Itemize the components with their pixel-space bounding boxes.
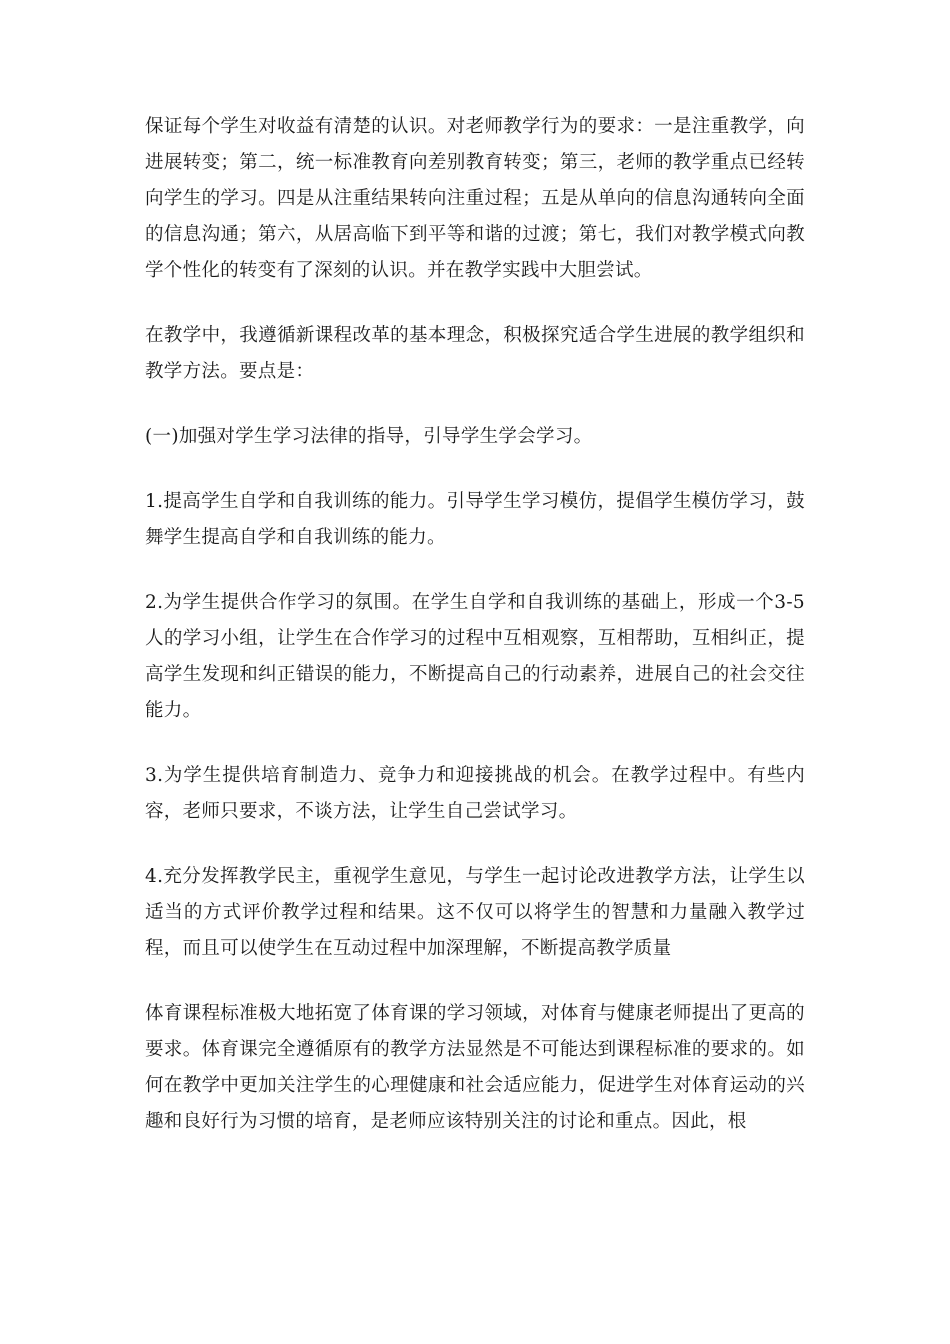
paragraph-teaching-principles: 在教学中，我遵循新课程改革的基本理念，积极探究适合学生进展的教学组织和教学方法。要点是： — [145, 325, 805, 382]
section-heading-study-guidance: (一)加强对学生学习法律的指导，引导学生学会学习。 — [145, 426, 593, 447]
list-item-4: 4.充分发挥教学民主，重视学生意见，与学生一起讨论改进教学方法，让学生以适当的方式评价教学过程和结果。这不仅可以将学生的智慧和力量融入教学过程，而且可以使学生在互动过程中加深理解，不断提高教学质量 — [145, 866, 805, 959]
list-item-1: 1.提高学生自学和自我训练的能力。引导学生学习模仿，提倡学生模仿学习，鼓舞学生提高自学和自我训练的能力。 — [145, 491, 805, 548]
document-body — [145, 109, 805, 1169]
list-item-2: 2.为学生提供合作学习的氛围。在学生自学和自我训练的基础上，形成一个3-5人的学习小组，让学生在合作学习的过程中互相观察，互相帮助，互相纠正，提高学生发现和纠正错误的能力，不断提高自己的行动素养，进展自己的社会交往能力。 — [145, 592, 805, 721]
list-item-3: 3.为学生提供培育制造力、竞争力和迎接挑战的机会。在教学过程中。有些内容，老师只要求，不谈方法，让学生自己尝试学习。 — [145, 765, 805, 822]
paragraph-curriculum-standards: 体育课程标准极大地拓宽了体育课的学习领域，对体育与健康老师提出了更高的要求。体育课完全遵循原有的教学方法显然是不可能达到课程标准的要求的。如何在教学中更加关注学生的心理健康和社会适应能力，促进学生对体育运动的兴趣和良好行为习惯的培育，是老师应该特别关注的讨论和重点。因此，根 — [145, 1003, 805, 1132]
paragraph-teacher-requirements: 保证每个学生对收益有清楚的认识。对老师教学行为的要求：一是注重教学，向进展转变；第二，统一标准教育向差别教育转变；第三，老师的教学重点已经转向学生的学习。四是从注重结果转向注重过程；五是从单向的信息沟通转向全面的信息沟通；第六，从居高临下到平等和谐的过渡；第七，我们对教学模式向教学个性化的转变有了深刻的认识。并在教学实践中大胆尝试。 — [145, 116, 805, 281]
